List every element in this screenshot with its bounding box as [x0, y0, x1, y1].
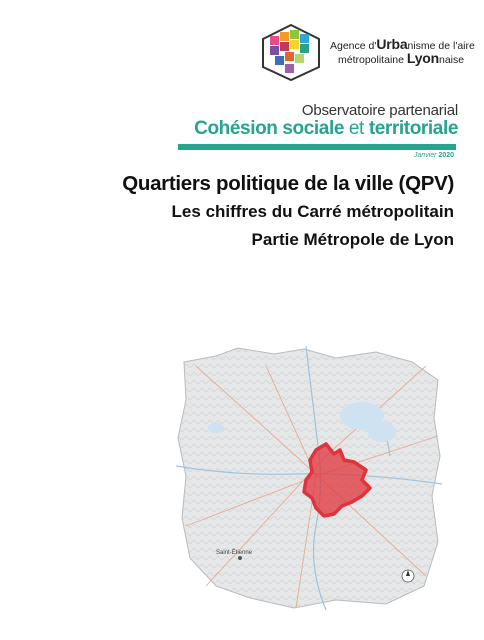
observatory-title: Cohésion sociale et territoriale: [194, 118, 458, 139]
territory-map: [176, 346, 442, 610]
observatory-subtitle: Observatoire partenarial: [301, 102, 458, 119]
publication-date: Janvier 2020: [413, 152, 454, 159]
agency-logo: [258, 22, 475, 82]
document-subtitle: Les chiffres du Carré métropolitain: [171, 202, 454, 221]
document-title: Quartiers politique de la ville (QPV): [122, 172, 454, 195]
title-rule: [178, 144, 456, 150]
city-marker-icon: [238, 556, 242, 560]
city-label: Saint-Étienne: [216, 550, 253, 556]
north-arrow-icon: [402, 570, 414, 582]
cube-logo-icon: [258, 22, 324, 82]
logo-text: Agence d'Urbanisme de l'aire métropolitaine Lyonnaise: [330, 36, 475, 66]
document-part: Partie Métropole de Lyon: [251, 230, 454, 249]
